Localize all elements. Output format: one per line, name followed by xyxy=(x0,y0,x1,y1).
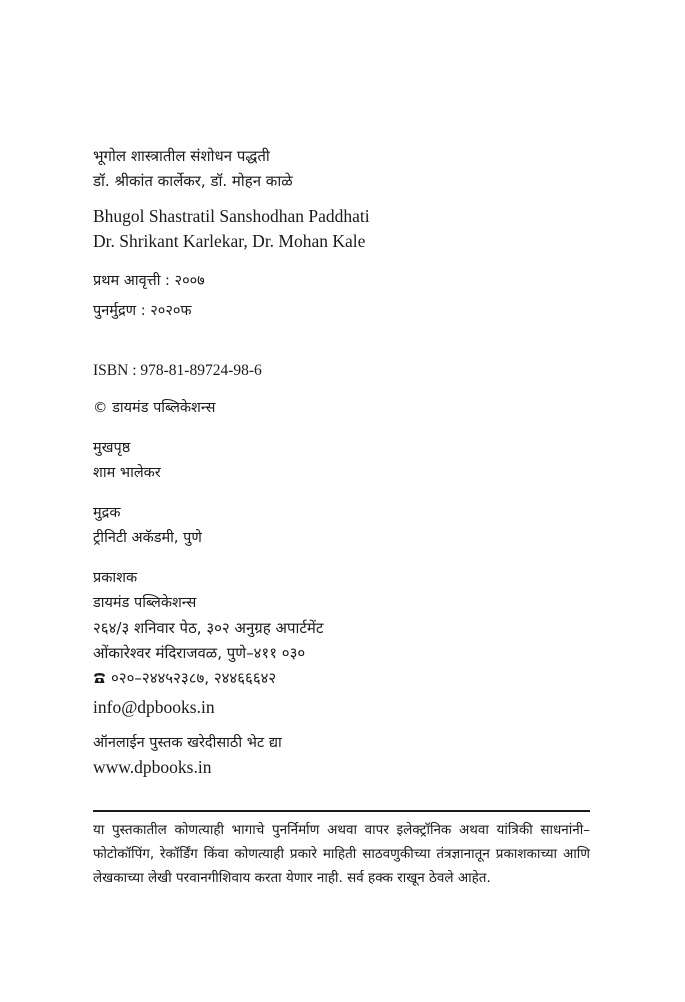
telephone-icon xyxy=(93,672,106,684)
publisher-label: प्रकाशक xyxy=(93,570,138,586)
rights-notice: या पुस्तकातील कोणत्याही भागाचे पुनर्निर्माण अथवा वापर इलेक्ट्रॉनिक अथवा यांत्रिकी साधनांनी–फोटोकॉपिंग, रेकॉर्डिंग किंवा कोणत्याही प्रकारे माहिती साठवणुकीच्या तंत्रज्ञानातून प्रकाशकाच्या आणि लेखकाच्या लेखी परवानगीशिवाय करता येणार नाही. सर्व हक्क राखून ठेवले आहेत. xyxy=(93,822,590,886)
publisher-address-line2: ओंकारेश्वर मंदिराजवळ, पुणे–४११ ०३० xyxy=(93,644,306,662)
title-english: Bhugol Shastratil Sanshodhan Paddhati xyxy=(93,206,370,226)
title-marathi: भूगोल शास्त्रातील संशोधन पद्धती xyxy=(93,147,270,165)
printer-label: मुद्रक xyxy=(93,505,121,521)
publisher-name: डायमंड पब्लिकेशन्स xyxy=(93,595,197,611)
cover-label: मुखपृष्ठ xyxy=(93,440,131,456)
publisher-address-line1: २६४/३ शनिवार पेठ, ३०२ अनुग्रह अपार्टमेंट xyxy=(93,619,324,637)
printer-name: ट्रीनिटी अकॅडमी, पुणे xyxy=(93,530,202,546)
publisher-website[interactable]: www.dpbooks.in xyxy=(93,757,212,777)
reprint-edition: पुनर्मुद्रण : २०२०फ xyxy=(93,303,192,319)
cover-artist: शाम भालेकर xyxy=(93,465,161,481)
publisher-phone-numbers: ०२०–२४४५२३८७, २४४६६६४२ xyxy=(111,669,277,687)
isbn: ISBN : 978-81-89724-98-6 xyxy=(93,362,262,379)
authors-english: Dr. Shrikant Karlekar, Dr. Mohan Kale xyxy=(93,231,366,251)
copyright: © डायमंड पब्लिकेशन्स xyxy=(93,400,216,416)
publisher-phone xyxy=(93,668,276,688)
divider-rule xyxy=(93,810,590,812)
online-purchase-text: ऑनलाईन पुस्तक खरेदीसाठी भेट द्या xyxy=(93,735,282,751)
publisher-email[interactable]: info@dpbooks.in xyxy=(93,697,215,717)
first-edition: प्रथम आवृत्ती : २००७ xyxy=(93,273,205,289)
authors-marathi: डॉ. श्रीकांत कार्लेकर, डॉ. मोहन काळे xyxy=(93,172,293,190)
